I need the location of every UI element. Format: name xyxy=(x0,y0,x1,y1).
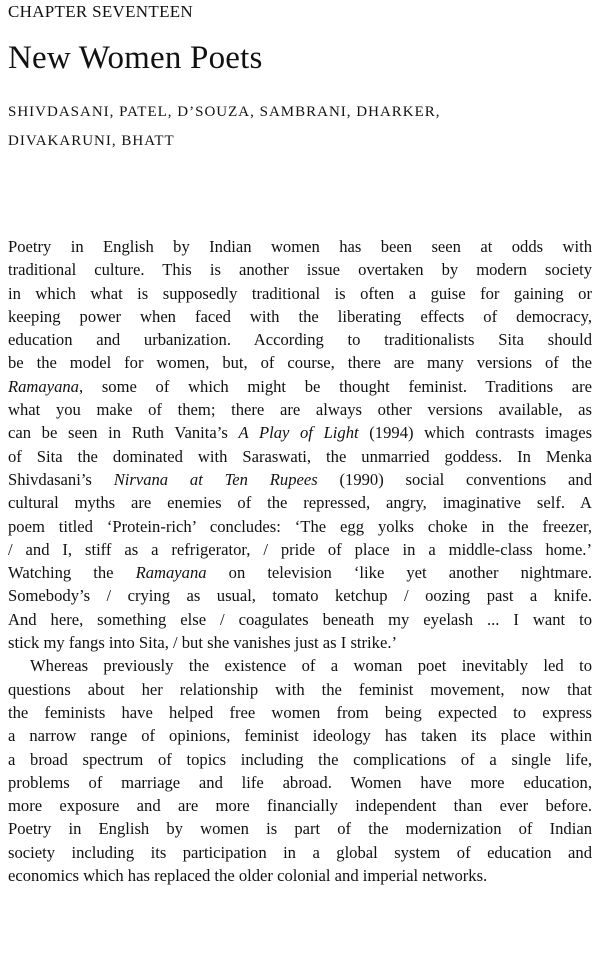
text-line xyxy=(8,584,592,607)
text-segment: education and urbanization. According to traditionalists Sita should xyxy=(8,330,592,350)
text-line xyxy=(8,235,592,258)
chapter-label: CHAPTER SEVENTEEN xyxy=(8,2,194,21)
text-line xyxy=(8,305,592,328)
text-segment: keeping power when faced with the liberating effects of democracy, xyxy=(8,306,592,326)
text-line xyxy=(8,817,592,840)
text-segment: And here, something else / coagulates beneath my eyelash ... I want to xyxy=(8,609,592,629)
text-line xyxy=(8,468,592,491)
paragraph-1 xyxy=(8,235,592,654)
text-line xyxy=(8,608,592,631)
text-line xyxy=(8,864,592,887)
text-segment: Poetry in English by Indian women has been seen at odds with xyxy=(8,237,592,256)
chapter-body xyxy=(8,235,592,887)
text-line xyxy=(8,351,592,374)
text-line xyxy=(8,678,592,701)
text-segment: more exposure and are more financially independent than ever before. xyxy=(8,796,592,816)
text-line xyxy=(8,561,592,584)
text-segment: Poetry in English by women is part of the modernization of Indian xyxy=(8,819,592,839)
text-line xyxy=(8,375,592,398)
text-line xyxy=(8,701,592,724)
text-line xyxy=(8,631,592,654)
text-segment: (1994) which contrasts images xyxy=(358,423,593,443)
text-line xyxy=(8,258,592,281)
text-line xyxy=(8,794,592,817)
chapter-title: New Women Poets xyxy=(8,40,263,76)
text-line xyxy=(8,445,592,468)
text-line xyxy=(8,515,592,538)
text-segment: Whereas previously the existence of a woman poet inevitably led to xyxy=(30,656,592,676)
text-segment: / and I, stiff as a refrigerator, / pride of place in a middle-class home.’ xyxy=(8,539,592,559)
text-segment: what you make of them; there are always other versions available, as xyxy=(8,400,592,420)
italic-title: Ramayana xyxy=(135,563,207,583)
text-segment: a narrow range of opinions, feminist ideology has taken its place within xyxy=(8,726,592,746)
text-segment: Watching the xyxy=(8,563,136,583)
text-segment: problems of marriage and life abroad. Women have more education, xyxy=(8,772,592,792)
text-segment: , some of which might be thought feminist. Traditions are xyxy=(78,376,592,396)
text-segment: traditional culture. This is another issue overtaken by modern society xyxy=(8,260,592,280)
text-line xyxy=(8,654,592,677)
text-line xyxy=(8,724,592,747)
text-segment: be the model for women, but, of course, there are many versions of the xyxy=(8,353,592,373)
text-segment: a broad spectrum of topics including the complications of a single life, xyxy=(8,749,592,769)
text-line xyxy=(8,538,592,561)
text-segment: (1990) social conventions and xyxy=(317,469,593,489)
text-segment: on television ‘like yet another nightmare. xyxy=(206,563,592,583)
text-segment: cultural myths are enemies of the repressed, angry, imaginative self. A xyxy=(8,493,592,513)
text-segment: Shivdasani’s xyxy=(8,469,114,489)
chapter-authors: SHIVDASANI, PATEL, D’SOUZA, SAMBRANI, DHARKER, DIVAKARUNI, BHATT xyxy=(8,104,441,149)
text-line xyxy=(8,748,592,771)
text-line xyxy=(8,491,592,514)
text-line xyxy=(8,398,592,421)
italic-title: Nirvana at Ten Rupees xyxy=(113,469,318,489)
text-line xyxy=(8,841,592,864)
text-line xyxy=(8,328,592,351)
text-segment: Somebody’s / crying as usual, tomato ketchup / oozing past a knife. xyxy=(8,586,592,606)
italic-title: A Play of Light xyxy=(238,423,359,443)
paragraph-2 xyxy=(8,654,592,887)
text-segment: in which what is supposedly traditional is often a guise for gaining or xyxy=(8,283,592,303)
text-segment: stick my fangs into Sita, / but she vanishes just as I strike.’ xyxy=(8,633,397,653)
text-segment: questions about her relationship with the feminist movement, now that xyxy=(8,679,592,699)
text-segment: economics which has replaced the older colonial and imperial networks. xyxy=(8,866,488,886)
text-segment: society including its participation in a global system of education and xyxy=(8,842,592,862)
text-line xyxy=(8,421,592,444)
italic-title: Ramayana xyxy=(8,376,79,396)
text-segment: poem titled ‘Protein-rich’ concludes: ‘The egg yolks choke in the freezer, xyxy=(8,516,592,536)
text-line xyxy=(8,282,592,305)
text-segment: of Sita the dominated with Saraswati, the unmarried goddess. In Menka xyxy=(8,446,592,466)
text-line xyxy=(8,771,592,794)
text-segment: the feminists have helped free women from being expected to express xyxy=(8,702,592,722)
text-segment: can be seen in Ruth Vanita’s xyxy=(8,423,239,443)
